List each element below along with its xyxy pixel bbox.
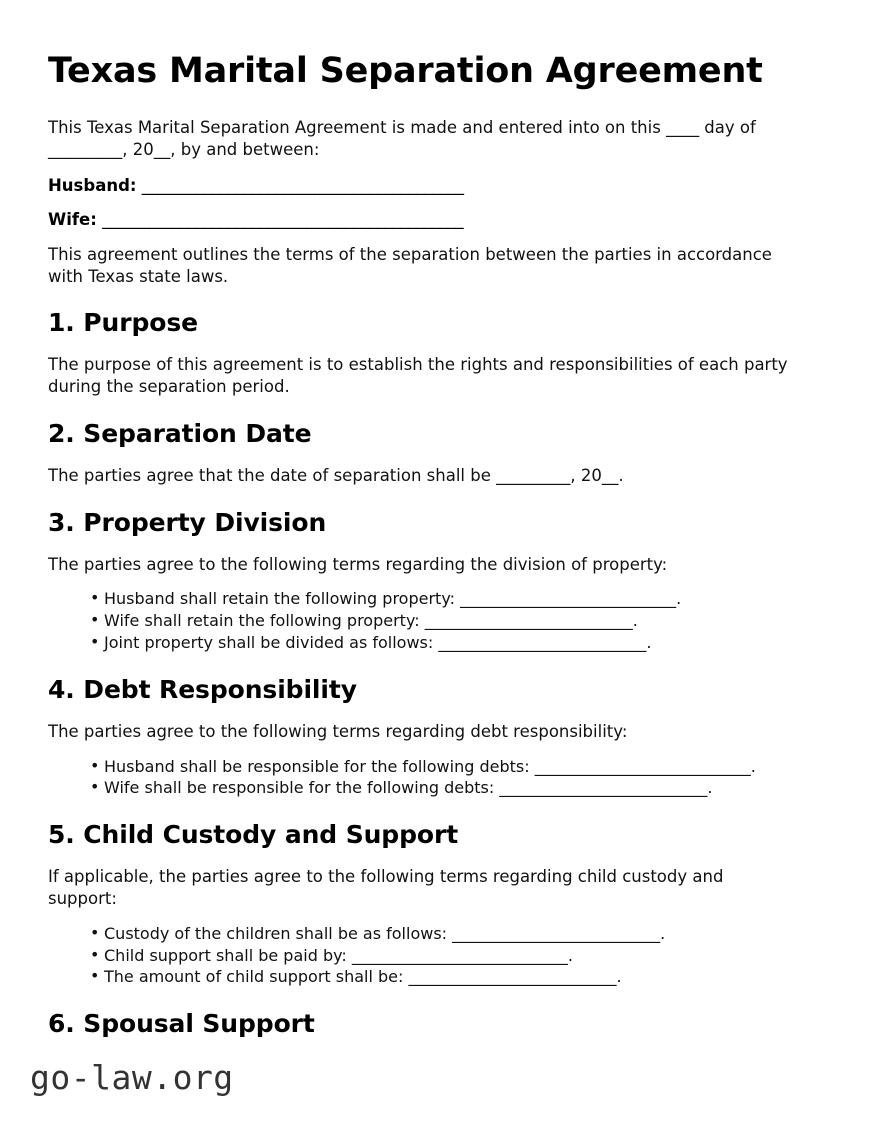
document-body bbox=[48, 52, 796, 1055]
husband-label: Husband: bbox=[48, 176, 137, 196]
watermark: go-law.org bbox=[30, 1058, 234, 1097]
section-bullets-4 bbox=[48, 757, 796, 800]
list-item: • Wife shall retain the following property: __________________________. bbox=[90, 611, 796, 632]
intro-paragraph: This Texas Marital Separation Agreement is made and entered into on this ____ day of _________, 20__, by and between: bbox=[48, 118, 756, 160]
section-heading-6: 6. Spousal Support bbox=[48, 1009, 315, 1039]
list-item: • Custody of the children shall be as follows: __________________________. bbox=[90, 924, 796, 945]
list-item: • Husband shall be responsible for the following debts: ___________________________. bbox=[90, 757, 796, 778]
list-item: • Husband shall retain the following property: ___________________________. bbox=[90, 589, 796, 610]
section-heading-5: 5. Child Custody and Support bbox=[48, 820, 459, 850]
section-heading-3: 3. Property Division bbox=[48, 507, 327, 537]
page-title: Texas Marital Separation Agreement bbox=[48, 51, 763, 91]
list-item: • The amount of child support shall be: __________________________. bbox=[90, 967, 796, 988]
husband-blank[interactable]: _________________________________________ bbox=[141, 176, 464, 196]
wife-label: Wife: bbox=[48, 210, 97, 230]
section-bullets-5 bbox=[48, 924, 796, 988]
section-paragraph-5: If applicable, the parties agree to the following terms regarding child custody and support: bbox=[48, 866, 724, 908]
outline-paragraph: This agreement outlines the terms of the separation between the parties in accordance with Texas state laws. bbox=[48, 244, 772, 286]
section-paragraph-3: The parties agree to the following terms regarding the division of property: bbox=[48, 554, 668, 574]
list-item: • Child support shall be paid by: ___________________________. bbox=[90, 946, 796, 967]
section-bullets-3 bbox=[48, 589, 796, 653]
section-heading-4: 4. Debt Responsibility bbox=[48, 674, 357, 704]
list-item: • Wife shall be responsible for the following debts: __________________________. bbox=[90, 778, 796, 799]
party-field-husband bbox=[48, 175, 796, 197]
section-paragraph-4: The parties agree to the following terms regarding debt responsibility: bbox=[48, 721, 628, 741]
list-item: • Joint property shall be divided as follows: __________________________. bbox=[90, 633, 796, 654]
section-heading-1: 1. Purpose bbox=[48, 308, 198, 338]
wife-blank[interactable]: ______________________________________________ bbox=[102, 210, 464, 230]
party-field-wife bbox=[48, 209, 796, 231]
section-paragraph-2: The parties agree that the date of separation shall be _________, 20__. bbox=[48, 465, 624, 485]
section-paragraph-1: The purpose of this agreement is to establish the rights and responsibilities of each party during the separation period. bbox=[48, 355, 788, 397]
section-heading-2: 2. Separation Date bbox=[48, 419, 312, 449]
